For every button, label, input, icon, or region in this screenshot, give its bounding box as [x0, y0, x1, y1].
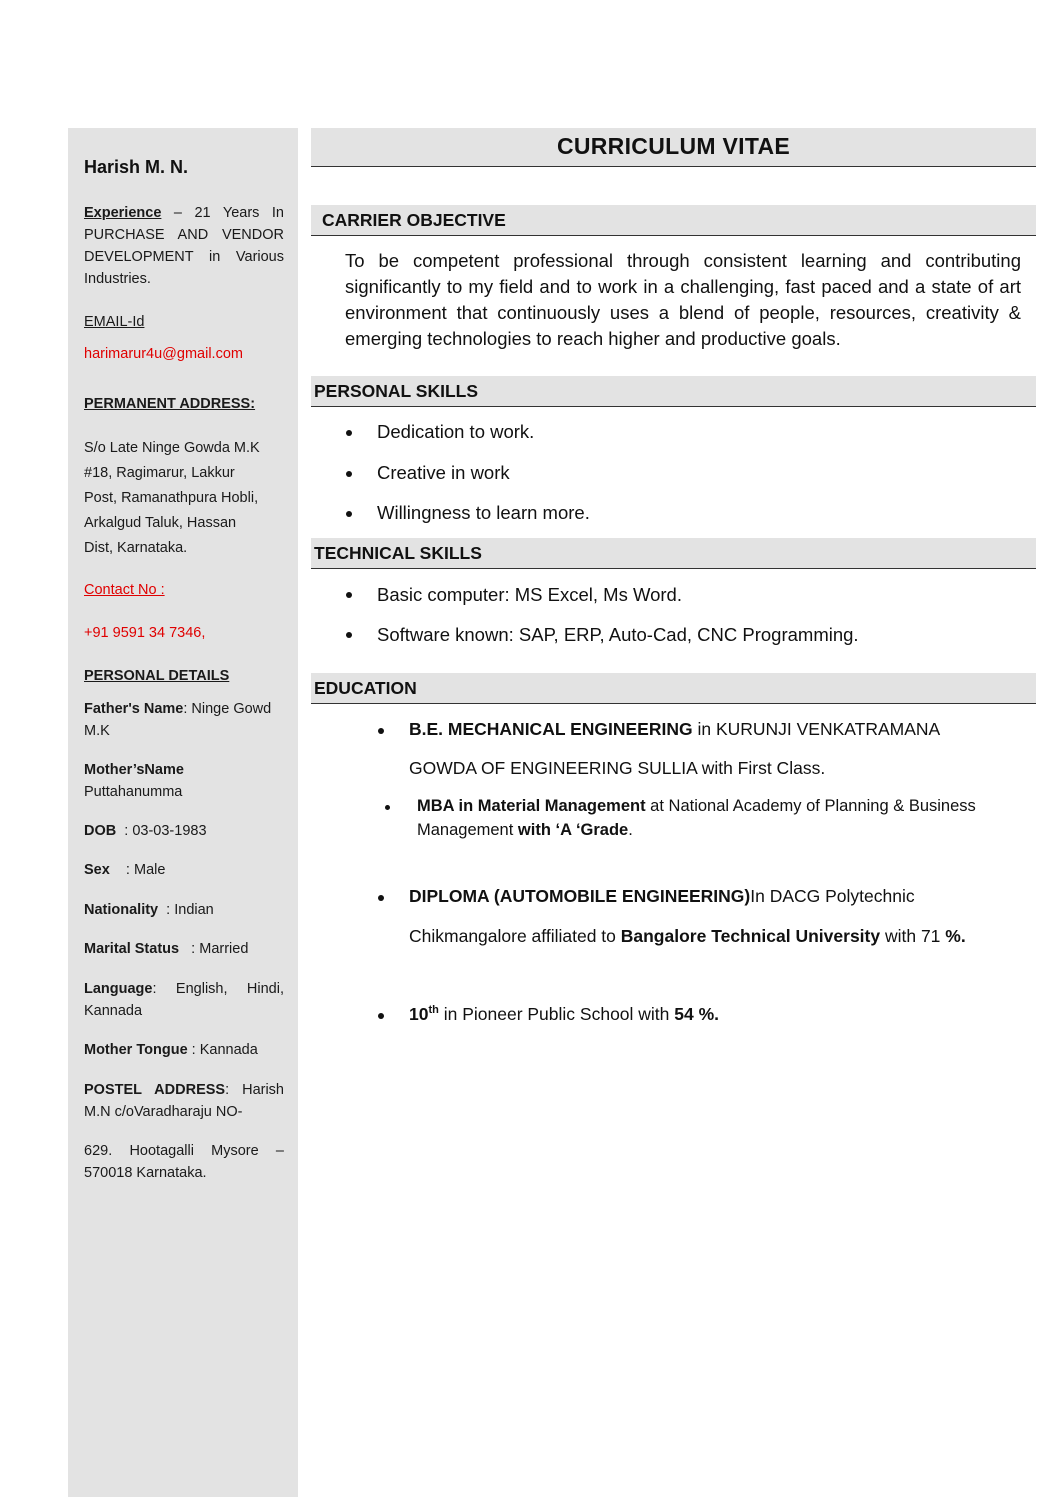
- list-item: Creative in work: [377, 462, 510, 483]
- bullet-icon: [378, 895, 384, 901]
- field-label: Marital Status: [84, 941, 180, 957]
- section-title: TECHNICAL SKILLS: [314, 543, 482, 563]
- ordinal-suffix: th: [428, 1004, 439, 1017]
- education-be-line2: GOWDA OF ENGINEERING SULLIA with First Class.: [409, 758, 826, 778]
- bullet-icon: [346, 430, 352, 436]
- institution: In DACG Polytechnic: [750, 886, 915, 906]
- field-label: Sex: [84, 862, 110, 878]
- bullet-icon: [346, 592, 352, 598]
- objective-text: To be competent professional through consistent learning and contributing significantly to my field and to work in a challenging, fast paced and a state of art environment that continuously uses a blend of people, resources, creativity & emerging technologies to reach higher and productive goals.: [345, 250, 1021, 349]
- field-value: : Indian: [158, 902, 214, 918]
- field-value: : Male: [109, 862, 166, 878]
- education-tenth: [409, 1004, 719, 1025]
- field-label: Language: [84, 981, 153, 997]
- postal-address-field: [84, 1079, 284, 1123]
- contact-value[interactable]: +91 9591 34 7346,: [84, 625, 206, 641]
- email-value[interactable]: harimarur4u@gmail.com: [84, 346, 243, 362]
- experience-text: – 21 Years In PURCHASE AND VENDOR DEVELOPMENT in Various Industries.: [84, 205, 284, 287]
- bullet-icon: [378, 728, 384, 734]
- institution: at National Academy of Planning & Business: [645, 797, 976, 815]
- grade: with ‘A ‘Grade: [517, 821, 629, 839]
- mother-tongue-field: [84, 1039, 284, 1061]
- list-item: Software known: SAP, ERP, Auto-Cad, CNC Programming.: [377, 624, 859, 645]
- university: Bangalore Technical University: [620, 926, 881, 946]
- education-section-header: [311, 673, 1036, 704]
- field-value: : 03-03-1983: [116, 823, 207, 839]
- field-value: : Kannada: [187, 1042, 258, 1058]
- postal-address-continued: 629. Hootagalli Mysore – 570018 Karnataka.: [84, 1143, 284, 1181]
- field-label: Mother Tongue: [84, 1042, 188, 1058]
- contact-label: Contact No :: [84, 582, 165, 598]
- experience-block: [84, 202, 284, 290]
- degree-name: DIPLOMA (AUTOMOBILE ENGINEERING): [409, 886, 751, 906]
- bullet-icon: [346, 511, 352, 517]
- marital-status-field: [84, 938, 284, 960]
- objective-section-header: [311, 205, 1036, 236]
- school: in Pioneer Public School with: [438, 1004, 675, 1024]
- bullet-icon: [346, 471, 352, 477]
- text: with 71: [880, 926, 946, 946]
- experience-label: Experience: [84, 205, 162, 221]
- mothers-name-field: [84, 759, 284, 803]
- field-value: Puttahanumma: [84, 784, 183, 800]
- institution-cont: Management: [417, 821, 518, 839]
- field-label: Nationality: [84, 902, 159, 918]
- candidate-name: Harish M. N.: [84, 157, 189, 177]
- education-diploma: [409, 886, 915, 907]
- bullet-icon: [378, 1013, 384, 1019]
- personal-skills-section-header: [311, 376, 1036, 407]
- language-field: [84, 978, 284, 1022]
- permanent-address-label: PERMANENT ADDRESS:: [84, 396, 256, 412]
- nationality-field: [84, 899, 284, 921]
- dob-field: [84, 820, 284, 842]
- page-title: CURRICULUM VITAE: [556, 133, 791, 159]
- field-label: POSTEL ADDRESS: [84, 1082, 226, 1098]
- education-mba: [417, 797, 976, 816]
- section-title: PERSONAL SKILLS: [314, 381, 479, 401]
- section-title: CARRIER OBJECTIVE: [322, 210, 506, 230]
- grade-level: 10: [409, 1004, 429, 1024]
- address-line: Arkalgud Taluk, Hassan: [84, 515, 237, 531]
- field-label: Mother’sName: [84, 762, 184, 778]
- permanent-address: [84, 436, 284, 561]
- list-item: Dedication to work.: [377, 421, 535, 442]
- degree-name: MBA in Material Management: [417, 797, 646, 815]
- technical-skills-section-header: [311, 538, 1036, 569]
- field-value: : Ninge Gowd M.K: [84, 701, 272, 739]
- field-value: : English, Hindi, Kannada: [84, 981, 284, 1019]
- address-line: #18, Ragimarur, Lakkur: [84, 465, 235, 481]
- list-item: Basic computer: MS Excel, Ms Word.: [377, 584, 682, 605]
- personal-details-label: PERSONAL DETAILS: [84, 668, 230, 684]
- email-label: EMAIL-Id: [84, 314, 145, 330]
- sex-field: [84, 859, 284, 881]
- education-diploma-line2: [409, 926, 966, 947]
- title-bar: [311, 128, 1036, 167]
- field-value: : Harish M.N c/oVaradharaju NO-: [84, 1082, 284, 1120]
- address-line: Dist, Karnataka.: [84, 540, 188, 556]
- percent: 54 %.: [674, 1004, 720, 1024]
- degree-name: B.E. MECHANICAL ENGINEERING: [409, 719, 693, 739]
- address-line: S/o Late Ninge Gowda M.K: [84, 440, 260, 456]
- field-label: Father's Name: [84, 701, 184, 717]
- education-mba-line2: [417, 821, 633, 840]
- bullet-icon: [346, 632, 352, 638]
- address-line: Post, Ramanathpura Hobli,: [84, 490, 259, 506]
- percent: %.: [945, 926, 966, 946]
- institution: in KURUNJI VENKATRAMANA: [692, 719, 941, 739]
- text: Chikmangalore affiliated to: [409, 926, 621, 946]
- education-be: [409, 719, 940, 740]
- section-title: EDUCATION: [314, 678, 417, 698]
- list-item: Willingness to learn more.: [377, 502, 590, 523]
- fathers-name-field: [84, 698, 298, 742]
- punctuation: .: [628, 821, 633, 839]
- field-label: DOB: [84, 823, 117, 839]
- field-value: : Married: [179, 941, 249, 957]
- bullet-icon: [385, 805, 390, 810]
- sidebar-panel: [68, 128, 298, 1497]
